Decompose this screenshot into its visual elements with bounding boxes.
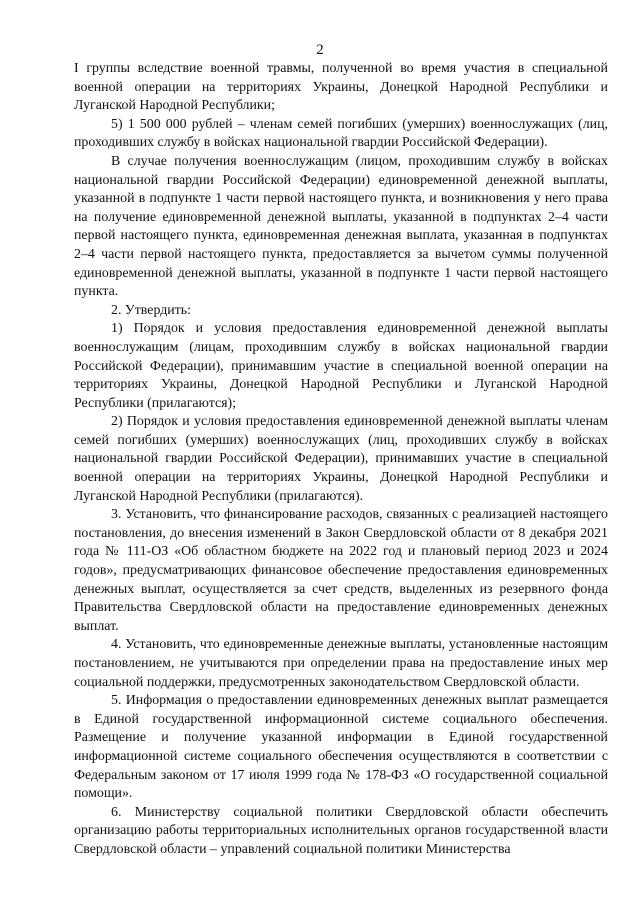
paragraph-clause-5: 5. Информация о предоставлении единовременных денежных выплат размещается в Единой государственной информационной системе социального обеспечения. Размещение и получение указанной информации в Единой государственной информационной системе социального обеспечения осуществляются в соответствии с Федеральным законом от 17 июля 1999 года № 178-ФЗ «О государственной социальной помощи». (74, 693, 608, 802)
paragraph-continuation: I группы вследствие военной травмы, полученной во время участия в специальной военной операции на территориях Украины, Донецкой Народной Республики и Луганской Народной Республики; (74, 61, 608, 114)
paragraph-clause-6: 6. Министерству социальной политики Свердловской области обеспечить организацию работы территориальных исполнительных органов государственной власти Свердловской области – управлений социальной политики Министерства (74, 804, 608, 857)
paragraph-clause-2: 2. Утвердить: (111, 302, 191, 318)
paragraph-deduction-rule: В случае получения военнослужащим (лицом, проходившим службу в войсках национальной гвардии Российской Федерации) единовременной денежной выплаты, указанной в подпункте 1 части первой настоящего пункта, и возникновения у него права на получение единовременной денежной выплаты, указанной в подпунктах 2–4 части первой настоящего пункта, единовременная денежная выплата, указанная в подпунктах 2–4 части первой настоящего пункта, предоставляется за вычетом суммы полученной единовременной денежной выплаты, указанной в подпункте 1 части первой настоящего пункта. (74, 153, 608, 300)
paragraph-clause-3: 3. Установить, что финансирование расходов, связанных с реализацией настоящего постановления, до внесения изменений в Закон Свердловской области от 8 декабря 2021 года № 111-ОЗ «Об областном бюджете на 2022 год и плановый период 2023 и 2024 годов», предусматривающих финансовое обеспечение предоставления единовременных денежных выплат, осуществляется за счет средств, выделенных из резервного фонда Правительства Свердловской области на предоставление единовременных денежных выплат. (74, 507, 608, 634)
paragraph-clause-2-item-1: 1) Порядок и условия предоставления единовременной денежной выплаты военнослужащим (лицам, проходившим службу в войсках национальной гвардии Российской Федерации), принимавшим участие в специальной военной операции на территориях Украины, Донецкой Народной Республики и Луганской Народной Республики (прилагаются); (74, 321, 608, 411)
paragraph-clause-2-item-2: 2) Порядок и условия предоставления единовременной денежной выплаты членам семей погибших (умерших) военнослужащих (лиц, проходивших службу в войсках национальной гвардии Российской Федерации), принимавших участие в специальной военной операции на территориях Украины, Донецкой Народной Республики и Луганской Народной Республики (прилагаются). (74, 414, 608, 504)
paragraph-clause-4: 4. Установить, что единовременные денежные выплаты, установленные настоящим постановлением, не учитываются при определении права на предоставление иных мер социальной поддержки, предусмотренных законодательством Свердловской области. (74, 637, 608, 690)
page-number: 2 (316, 42, 324, 58)
paragraph-item-5: 5) 1 500 000 рублей – членам семей погибших (умерших) военнослужащих (лиц, проходивших службу в войсках национальной гвардии Российской Федерации). (74, 116, 608, 151)
document-body (74, 60, 608, 860)
